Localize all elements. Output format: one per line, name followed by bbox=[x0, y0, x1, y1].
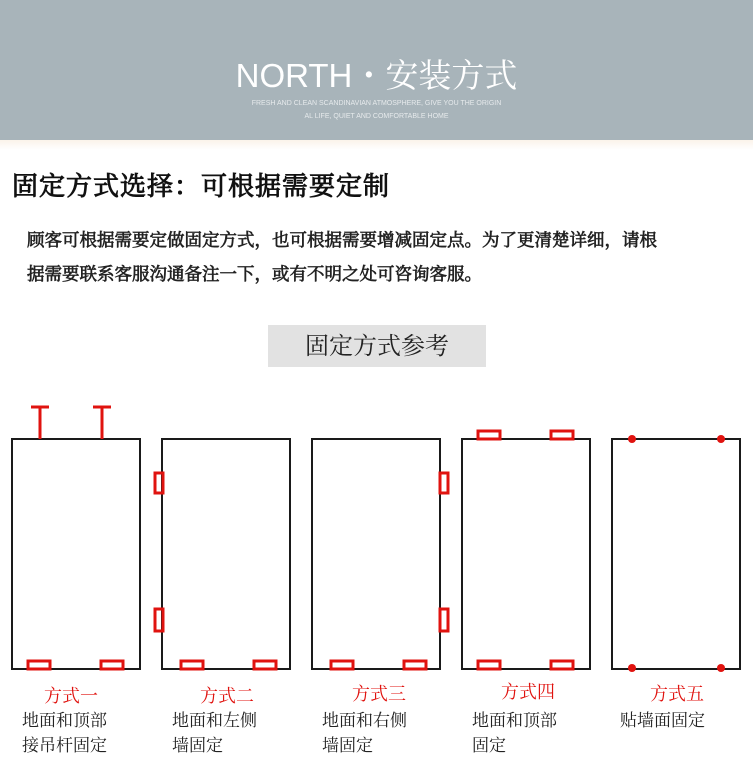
floor-bracket bbox=[254, 661, 276, 669]
section-heading: 固定方式选择：可根据需要定制 bbox=[12, 172, 391, 202]
method-2-description bbox=[172, 709, 312, 759]
wall-bracket-left bbox=[155, 473, 163, 493]
floor-bracket bbox=[551, 661, 573, 669]
banner-title: NORTH・安装方式 bbox=[235, 57, 518, 94]
method-5-desc-line1: 贴墙面固定 bbox=[620, 711, 705, 731]
method-1-desc-line2: 接吊杆固定 bbox=[22, 736, 107, 756]
installation-diagrams bbox=[0, 395, 753, 695]
method-5-description bbox=[620, 709, 753, 734]
wall-mount-point bbox=[717, 664, 725, 672]
ceiling-bracket bbox=[478, 431, 500, 439]
method-4-name: 方式四 bbox=[501, 682, 555, 703]
floor-bracket bbox=[478, 661, 500, 669]
method-3-desc-line2: 墙固定 bbox=[322, 736, 373, 756]
method-4-desc-line2: 固定 bbox=[472, 736, 506, 756]
method-3-desc-line1: 地面和右侧 bbox=[322, 711, 407, 731]
method-4-description bbox=[472, 709, 612, 759]
method-2-name: 方式二 bbox=[200, 686, 254, 707]
ceiling-bracket bbox=[551, 431, 573, 439]
method-3-description bbox=[322, 709, 462, 759]
floor-bracket bbox=[181, 661, 203, 669]
reference-label: 固定方式参考 bbox=[268, 325, 486, 367]
method-1-desc-line1: 地面和顶部 bbox=[22, 711, 107, 731]
description-paragraph: 顾客可根据需要定做固定方式，也可根据需要增减固定点。为了更清楚详细，请根据需要联系客服沟通备注一下，或有不明之处可咨询客服。 bbox=[27, 231, 657, 285]
method-1-description bbox=[22, 709, 162, 759]
floor-bracket bbox=[101, 661, 123, 669]
panel-method-1 bbox=[12, 439, 140, 669]
floor-bracket bbox=[331, 661, 353, 669]
floor-bracket bbox=[28, 661, 50, 669]
method-1-name: 方式一 bbox=[44, 686, 98, 707]
panel-method-4 bbox=[462, 439, 590, 669]
method-4-desc-line1: 地面和顶部 bbox=[472, 711, 557, 731]
wall-bracket-right bbox=[440, 473, 448, 493]
method-2-desc-line2: 墙固定 bbox=[172, 736, 223, 756]
wall-bracket-left bbox=[155, 609, 163, 631]
method-5-name: 方式五 bbox=[650, 684, 704, 705]
method-2-desc-line1: 地面和左侧 bbox=[172, 711, 257, 731]
method-3-name: 方式三 bbox=[352, 684, 406, 705]
panel-method-5 bbox=[612, 439, 740, 669]
divider bbox=[0, 140, 753, 150]
banner-subtitle-line2: AL LIFE, QUIET AND COMFORTABLE HOME bbox=[304, 113, 449, 120]
wall-bracket-right bbox=[440, 609, 448, 631]
panel-method-3 bbox=[312, 439, 440, 669]
floor-bracket bbox=[404, 661, 426, 669]
wall-mount-point bbox=[628, 664, 636, 672]
wall-mount-point bbox=[628, 435, 636, 443]
header-banner bbox=[0, 0, 753, 140]
banner-subtitle-line1: FRESH AND CLEAN SCANDINAVIAN ATMOSPHERE, GIVE YOU THE ORIGIN bbox=[251, 100, 502, 107]
wall-mount-point bbox=[717, 435, 725, 443]
panel-method-2 bbox=[162, 439, 290, 669]
